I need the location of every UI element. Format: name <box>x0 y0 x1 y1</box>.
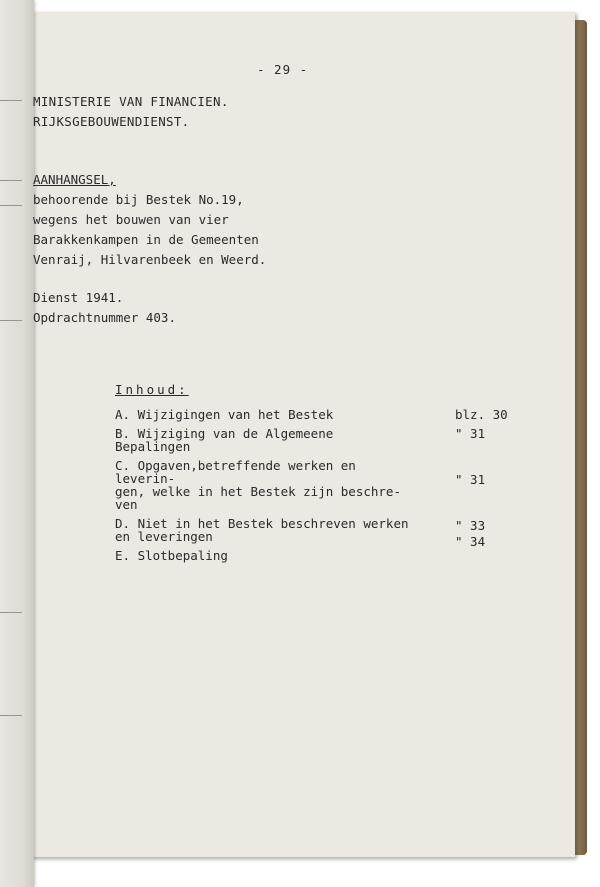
appendix-line: wegens het bouwen van vier <box>33 212 229 227</box>
ministry-name: MINISTERIE VAN FINANCIEN. <box>33 94 229 109</box>
appendix-line: Venraij, Hilvarenbeek en Weerd. <box>33 252 267 267</box>
appendix-block <box>33 170 266 270</box>
toc-heading <box>115 380 189 400</box>
department-name: RIJKSGEBOUWENDIENST. <box>33 114 190 129</box>
order-number: Opdrachtnummer 403. <box>33 310 176 325</box>
appendix-line: behoorende bij Bestek No.19, <box>33 192 244 207</box>
toc-item-page: " 34 <box>455 534 486 549</box>
toc-item-page: " 31 <box>455 426 486 441</box>
toc-item-label: B. Wijziging van de Algemeene Bepalingen <box>115 426 334 454</box>
service-year: Dienst 1941. <box>33 290 124 305</box>
toc-item-label: A. Wijzigingen van het Bestek <box>115 407 334 422</box>
appendix-title: AANHANGSEL, <box>33 172 116 187</box>
toc-item <box>115 534 515 563</box>
toc-heading-text: Inhoud: <box>115 382 189 397</box>
toc-item <box>115 427 515 453</box>
toc-item-label: D. Niet in het Bestek beschreven werken en leveringen <box>115 516 409 544</box>
appendix-line: Barakkenkampen in de Gemeenten <box>33 232 259 247</box>
toc-item-page: " 33 <box>455 518 486 533</box>
toc-item <box>115 459 515 511</box>
toc-item-page: " 31 <box>455 472 486 487</box>
ministry-header <box>33 92 229 132</box>
service-block <box>33 288 176 328</box>
toc-item-label: E. Slotbepaling <box>115 548 228 563</box>
toc-item <box>115 408 515 421</box>
toc-item-page: blz. 30 <box>455 407 508 422</box>
previous-page-edge <box>0 0 34 887</box>
toc-item-label: C. Opgaven,betreffende werken en leverin- gen, welke in het Bestek zijn beschre- ven <box>115 458 401 512</box>
page-number: - 29 - <box>257 62 309 77</box>
table-of-contents <box>115 408 515 562</box>
